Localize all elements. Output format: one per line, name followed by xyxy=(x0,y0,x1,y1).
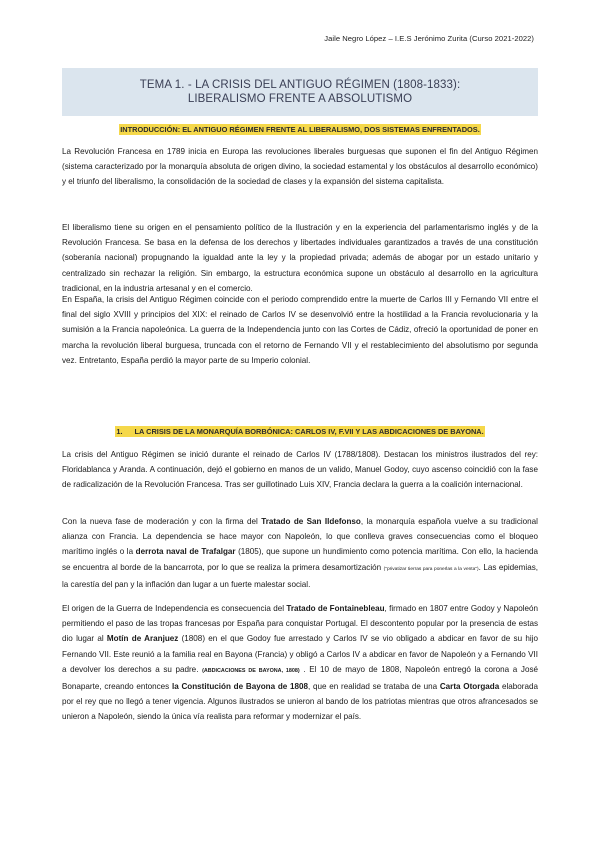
intro-heading-text: INTRODUCCIÓN: EL ANTIGUO RÉGIMEN FRENTE AL LIBERALISMO, DOS SISTEMAS ENFRENTADOS. xyxy=(120,125,480,134)
section-1-heading-text: LA CRISIS DE LA MONARQUÍA BORBÓNICA: CARLOS IV, F.VII Y LAS ABDICACIONES DE BAYONA. xyxy=(134,427,484,436)
term-san-ildefonso: Tratado de San Ildefonso xyxy=(261,517,361,526)
text-run: (1805), que supone un hundimiento como potencia marítima. Con ello, la hacienda se encuentra al borde de la bancarrota, por lo que se realiza la primera desamortización xyxy=(62,547,538,572)
term-motin-aranjuez: Motín de Aranjuez xyxy=(106,634,179,644)
text-run: elaborada por el rey que no llegó a tener vigencia. Algunos ilustrados se unieron al bando de los patriotas mientras que otros afrancesados se unieron a Napoleón, siendo la única vía realista para reformar y modernizar el país. xyxy=(62,682,538,722)
desamortizacion-note: ("privatizar tierras para ponerlas a la venta") xyxy=(383,566,479,572)
section-1-number: 1. xyxy=(116,427,123,436)
section-1-heading xyxy=(0,427,600,436)
intro-paragraph-2: El liberalismo tiene su origen en el pensamiento político de la Ilustración y en la experiencia del parlamentarismo inglés y de la Revolución Francesa. Se basa en la defensa de los derechos y libertades individuales garantizados a través de una constitución (soberanía nacional) propugnando la igualdad ante la ley y la propiedad privada; además de abogar por un estado unitario y centralizado sin rechazar la religión. Sin embargo, la estructura económica supone un obstáculo al desarrollo en la agricultura tradicional, en la industria artesanal y en el comercio. xyxy=(62,223,538,293)
intro-heading xyxy=(0,125,600,134)
abdicaciones-note: (ABDICACIONES DE BAYONA, 1808) xyxy=(202,667,300,674)
title-line-2: LIBERALISMO FRENTE A ABSOLUTISMO xyxy=(187,93,413,105)
section-1-paragraph-2 xyxy=(62,514,538,592)
text-run: , que en realidad se trataba de una xyxy=(308,682,440,692)
text-run: El origen de la Guerra de Independencia es consecuencia del xyxy=(62,604,287,613)
term-trafalgar: derrota naval de Trafalgar xyxy=(135,547,236,557)
section-1-paragraph-1: La crisis del Antiguo Régimen se inició durante el reinado de Carlos IV (1788/1808). Destacan los ministros ilustrados del rey: Floridablanca y Aranda. A continuación, dejó el gobierno en manos de un valido, Manuel Godoy, cuyo ascenso coincidió con la fase de radicalización de la Revolución Francesa. Tras ser guillotinado Luis XIV, Francia declara la guerra a la coalición internacional. xyxy=(62,450,538,490)
text-run: , la monarquía española vuelve a su tradicional alianza con Francia. La dependencia se hace mayor con Napoleón, lo que conlleva graves consecuencias como el bloqueo marítimo inglés o la xyxy=(62,517,538,557)
text-run: Con la nueva fase de moderación y con la firma del xyxy=(62,517,262,526)
intro-paragraph-1: La Revolución Francesa en 1789 inicia en Europa las revoluciones liberales burguesas que suponen el fin del Antiguo Régimen (sistema caracterizado por la monarquía absoluta de origen divino, la sociedad estamental y los obstáculos al desarrollo económico) y el triunfo del liberalismo, la consolidación de la sociedad de clases y la expansión del sistema capitalista. xyxy=(62,147,538,187)
section-1-heading-highlight xyxy=(115,426,484,437)
text-run: , firmado en 1807 entre Godoy y Napoleón permitiendo el paso de las tropas francesas por España para conquistar Portugal. El descontento popular por la presencia de estas dio lugar al xyxy=(62,604,538,644)
text-run: (1808) en el que Godoy fue arrestado y Carlos IV se vio obligado a abdicar en favor de su hijo Fernando VII. Este reunió a la familia real en Bayona (Francia) y obligó a Carlos IV a abdicar en favor de Napoleón y a Fernando VII a devolver los derechos a su padre. xyxy=(62,634,538,674)
term-carta-otorgada: Carta Otorgada xyxy=(439,682,500,692)
term-constitucion-bayona: la Constitución de Bayona de 1808 xyxy=(171,682,309,692)
text-run: . Las epidemias, la carestía del pan y la inflación dan lugar a un fuerte malestar social. xyxy=(62,562,539,589)
text-run: . El 10 de mayo de 1808, Napoleón entregó la corona a José Bonaparte, creando entonces xyxy=(62,664,539,692)
term-fontainebleau: Tratado de Fontainebleau xyxy=(286,604,385,613)
section-1-paragraph-3 xyxy=(62,601,538,725)
title-banner xyxy=(62,68,538,116)
document-header: Jaile Negro López – I.E.S Jerónimo Zurita (Curso 2021-2022) xyxy=(324,34,534,43)
title-line-1: TEMA 1. - LA CRISIS DEL ANTIGUO RÉGIMEN (1808-1833): xyxy=(139,79,461,91)
intro-paragraph-3: En España, la crisis del Antiguo Régimen coincide con el periodo comprendido entre la muerte de Carlos III y Fernando VII entre el final del siglo XVIII y principios del XIX: el reinado de Carlos IV se desenvolvió entre la hostilidad a la Francia revolucionaria y la sumisión a la Francia napoleónica. La guerra de la Independencia junto con las Cortes de Cádiz, ofreció la oportunidad de poner en marcha la revolución liberal burguesa, truncada con el retorno de Fernando VII y el restablecimiento del absolutismo por segunda vez. Entretanto, España perdió la mayor parte de su Imperio colonial. xyxy=(62,295,538,365)
